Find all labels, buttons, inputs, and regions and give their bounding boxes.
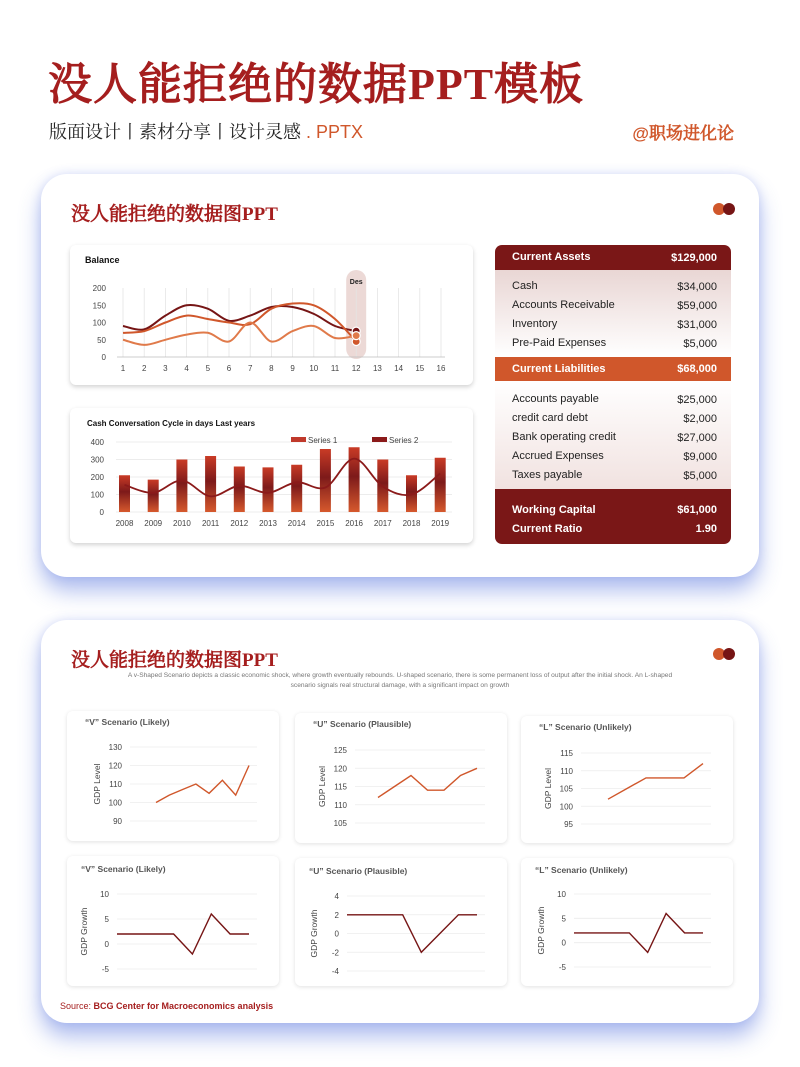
cycle-y-tick: 300 bbox=[90, 455, 104, 465]
table-row-value: $9,000 bbox=[683, 451, 717, 463]
table-row-value: $25,000 bbox=[677, 394, 717, 406]
scenario-series-line bbox=[608, 764, 703, 800]
scenario-y-label: GDP Level bbox=[92, 763, 102, 805]
table-row-label: Bank operating credit bbox=[512, 431, 616, 443]
totals-block bbox=[495, 489, 731, 544]
cycle-x-tick: 2017 bbox=[373, 519, 392, 528]
scenario-y-tick: 110 bbox=[334, 800, 347, 810]
scenario-y-tick: 95 bbox=[564, 820, 573, 829]
source-text: BCG Center for Macroeconomics analysis bbox=[93, 1001, 274, 1011]
table-row-label: credit card debt bbox=[512, 412, 588, 424]
cycle-x-tick: 2013 bbox=[259, 519, 277, 528]
cycle-bar bbox=[119, 475, 130, 512]
cycle-x-tick: 2018 bbox=[402, 519, 421, 528]
balance-y-tick: 0 bbox=[101, 353, 106, 362]
table-row bbox=[495, 450, 731, 466]
card2-description: A v-Shaped Scenario depicts a classic economic shock, where growth eventually rebounds. U-shaped scenario, there is some permanent loss of output after the initial shock. An L-shaped scenario signals real structural damage, with a significant impact on growth bbox=[127, 672, 673, 689]
scenario-y-tick: 105 bbox=[333, 819, 347, 828]
scenario-y-tick: 110 bbox=[560, 766, 573, 776]
scenario-y-tick: 5 bbox=[561, 914, 566, 924]
page-title: 没人能拒绝的数据PPT模板 bbox=[48, 60, 585, 109]
scenario-y-tick: 130 bbox=[108, 743, 122, 752]
balance-series-endpoint bbox=[352, 332, 360, 340]
cycle-bar bbox=[205, 456, 216, 512]
balance-x-tick: 2 bbox=[141, 364, 147, 373]
card1-title: 没人能拒绝的数据图PPT bbox=[71, 204, 278, 225]
cycle-chart-panel bbox=[70, 408, 473, 543]
card2-title: 没人能拒绝的数据图PPT bbox=[71, 650, 278, 671]
table-row-value: $5,000 bbox=[683, 338, 717, 350]
scenario-y-tick: 120 bbox=[333, 764, 347, 774]
scenario-y-tick: 4 bbox=[334, 892, 339, 901]
scenario-y-tick: 0 bbox=[104, 940, 109, 949]
table-row-value: $31,000 bbox=[677, 319, 717, 331]
cycle-x-tick: 2014 bbox=[287, 519, 306, 528]
scenario-chart-panel bbox=[67, 856, 279, 986]
table-row-label: Inventory bbox=[512, 318, 558, 330]
assets-header-label: Current Assets bbox=[512, 251, 591, 263]
balance-highlight-label: Des bbox=[349, 279, 363, 286]
scenario-series-line bbox=[117, 914, 249, 954]
scenario-chart-title: “U” Scenario (Plausible) bbox=[309, 866, 408, 876]
scenario-chart-title: “L” Scenario (Unlikely) bbox=[535, 865, 628, 875]
table-row-label: Accounts payable bbox=[512, 393, 599, 405]
balance-y-tick: 150 bbox=[92, 301, 106, 311]
liabilities-header-value: $68,000 bbox=[677, 363, 717, 375]
scenario-y-tick: 110 bbox=[109, 780, 122, 789]
table-row-value: $59,000 bbox=[677, 300, 717, 312]
cycle-series-line bbox=[125, 459, 441, 497]
table-row bbox=[495, 337, 731, 353]
balance-x-tick: 5 bbox=[205, 364, 211, 373]
cycle-y-tick: 0 bbox=[99, 508, 104, 517]
assets-block bbox=[495, 270, 731, 357]
cycle-chart-title: Cash Conversation Cycle in days Last years bbox=[87, 419, 256, 428]
liabilities-header-label: Current Liabilities bbox=[512, 363, 606, 375]
balance-x-tick: 15 bbox=[415, 364, 425, 373]
scenario-chart-panel bbox=[295, 713, 507, 843]
scenario-y-tick: 10 bbox=[557, 890, 566, 899]
table-row-value: $5,000 bbox=[683, 470, 717, 482]
working-capital-value: $61,000 bbox=[677, 504, 717, 516]
balance-x-tick: 1 bbox=[120, 364, 126, 373]
scenario-chart bbox=[67, 856, 279, 986]
scenario-chart bbox=[521, 858, 733, 986]
balance-x-tick: 3 bbox=[163, 364, 168, 373]
table-row-label: Accrued Expenses bbox=[512, 450, 604, 462]
scenario-y-tick: 100 bbox=[559, 802, 573, 812]
cycle-x-tick: 2011 bbox=[201, 519, 220, 528]
scenario-y-tick: 5 bbox=[104, 915, 109, 924]
table-row-label: Cash bbox=[512, 280, 538, 292]
legend-label-series2: Series 2 bbox=[389, 436, 419, 445]
subtitle-main: 版面设计丨素材分享丨设计灵感 bbox=[49, 122, 301, 142]
scenario-y-tick: 105 bbox=[559, 784, 573, 794]
source-prefix: Source: bbox=[60, 1001, 94, 1011]
author-handle: @职场进化论 bbox=[632, 124, 734, 143]
scenario-y-tick: 115 bbox=[334, 782, 347, 792]
cycle-x-tick: 2012 bbox=[230, 519, 249, 528]
scenario-y-label: GDP Growth bbox=[536, 906, 546, 955]
scenario-y-tick: -5 bbox=[558, 963, 566, 972]
cycle-bar bbox=[263, 467, 274, 512]
scenario-y-tick: 90 bbox=[113, 817, 122, 826]
table-row bbox=[495, 299, 731, 315]
subtitle-format: . PPTX bbox=[301, 122, 364, 142]
cycle-bar bbox=[148, 480, 159, 512]
cycle-x-tick: 2016 bbox=[345, 519, 363, 528]
scenario-y-tick: 0 bbox=[561, 938, 566, 948]
scenario-y-tick: -5 bbox=[101, 965, 109, 974]
balance-x-tick: 11 bbox=[330, 364, 340, 373]
scenario-chart-title: “U” Scenario (Plausible) bbox=[313, 719, 412, 729]
scenario-chart-title: “V” Scenario (Likely) bbox=[81, 864, 166, 874]
cycle-bar bbox=[176, 460, 187, 513]
legend-swatch-series1 bbox=[291, 437, 306, 442]
scenario-chart-panel bbox=[67, 711, 279, 841]
scenario-y-label: GDP Level bbox=[317, 766, 327, 807]
table-row bbox=[495, 280, 731, 296]
scenario-y-tick: 100 bbox=[108, 798, 122, 808]
scenario-y-label: GDP Level bbox=[543, 768, 553, 809]
cycle-x-tick: 2009 bbox=[144, 519, 163, 528]
legend-swatch-series2 bbox=[372, 437, 387, 442]
balance-chart-panel bbox=[70, 245, 473, 385]
balance-chart bbox=[70, 245, 473, 385]
scenario-chart-title: “V” Scenario (Likely) bbox=[85, 717, 170, 727]
balance-x-tick: 10 bbox=[309, 364, 319, 373]
cycle-y-tick: 400 bbox=[90, 438, 104, 447]
table-row-label: Taxes payable bbox=[512, 469, 583, 481]
liabilities-block bbox=[495, 381, 731, 489]
balance-table bbox=[495, 245, 731, 544]
cycle-bar bbox=[435, 458, 446, 512]
balance-x-tick: 14 bbox=[394, 364, 404, 373]
balance-x-tick: 4 bbox=[184, 364, 189, 373]
balance-series-line bbox=[123, 303, 356, 341]
scenario-y-tick: -4 bbox=[331, 967, 339, 976]
cycle-bar bbox=[234, 467, 245, 513]
scenario-y-label: GDP Growth bbox=[309, 909, 319, 958]
cycle-x-tick: 2019 bbox=[431, 519, 450, 528]
balance-y-tick: 50 bbox=[97, 335, 106, 345]
legend-label-series1: Series 1 bbox=[308, 436, 338, 445]
scenario-y-tick: 125 bbox=[333, 746, 347, 755]
page-subtitle bbox=[49, 118, 363, 144]
balance-y-tick: 100 bbox=[92, 318, 106, 328]
scenario-y-tick: 10 bbox=[100, 890, 109, 899]
cycle-bar bbox=[291, 465, 302, 512]
current-ratio-label: Current Ratio bbox=[512, 523, 583, 535]
table-row-label: Pre-Paid Expenses bbox=[512, 337, 607, 349]
scenario-y-tick: 0 bbox=[334, 929, 339, 939]
source-note bbox=[60, 1001, 273, 1011]
scenario-chart-panel bbox=[295, 858, 507, 986]
scenario-series-line bbox=[378, 768, 477, 797]
table-row bbox=[495, 318, 731, 334]
balance-x-tick: 16 bbox=[436, 364, 446, 373]
table-row-value: $2,000 bbox=[683, 413, 717, 425]
scenario-y-tick: 2 bbox=[334, 910, 339, 920]
table-row bbox=[495, 412, 731, 428]
balance-x-tick: 6 bbox=[226, 364, 232, 373]
scenario-chart-panel bbox=[521, 716, 733, 843]
balance-x-tick: 7 bbox=[247, 364, 253, 373]
balance-chart-title: Balance bbox=[85, 255, 120, 265]
scenario-chart bbox=[521, 716, 733, 843]
assets-header-value: $129,000 bbox=[671, 252, 717, 264]
table-row-label: Accounts Receivable bbox=[512, 299, 615, 311]
scenario-y-tick: 115 bbox=[560, 749, 573, 758]
scenario-y-tick: -2 bbox=[331, 948, 339, 958]
current-ratio-value: 1.90 bbox=[695, 523, 717, 535]
cycle-x-tick: 2010 bbox=[173, 519, 191, 528]
scenario-chart bbox=[295, 713, 507, 843]
scenario-chart-panel bbox=[521, 858, 733, 986]
cycle-x-tick: 2015 bbox=[316, 519, 335, 528]
balance-x-tick: 13 bbox=[372, 364, 382, 373]
scenario-y-label: GDP Growth bbox=[79, 907, 89, 956]
cycle-chart bbox=[70, 408, 473, 543]
cycle-bar bbox=[349, 447, 360, 512]
cycle-bar bbox=[320, 449, 331, 512]
liabilities-header-row bbox=[495, 357, 731, 381]
cycle-y-tick: 200 bbox=[90, 473, 104, 482]
scenario-series-line bbox=[574, 914, 703, 953]
balance-x-tick: 8 bbox=[269, 364, 274, 373]
table-row-value: $34,000 bbox=[677, 281, 717, 293]
cycle-x-tick: 2008 bbox=[115, 519, 134, 528]
cycle-y-tick: 100 bbox=[90, 490, 104, 500]
scenario-chart bbox=[67, 711, 279, 841]
scenario-chart-title: “L” Scenario (Unlikely) bbox=[539, 722, 632, 732]
assets-header-row bbox=[495, 245, 731, 270]
scenario-chart bbox=[295, 858, 507, 986]
table-row bbox=[495, 393, 731, 409]
balance-x-tick: 9 bbox=[290, 364, 295, 373]
table-row bbox=[495, 469, 731, 485]
working-capital-label: Working Capital bbox=[512, 504, 596, 516]
decor-dots-icon bbox=[713, 203, 737, 215]
balance-y-tick: 200 bbox=[92, 284, 106, 293]
table-row bbox=[495, 431, 731, 447]
scenario-y-tick: 120 bbox=[108, 761, 122, 771]
table-row-value: $27,000 bbox=[677, 432, 717, 444]
balance-x-tick: 12 bbox=[351, 364, 361, 373]
decor-dots-icon-2 bbox=[713, 648, 737, 660]
